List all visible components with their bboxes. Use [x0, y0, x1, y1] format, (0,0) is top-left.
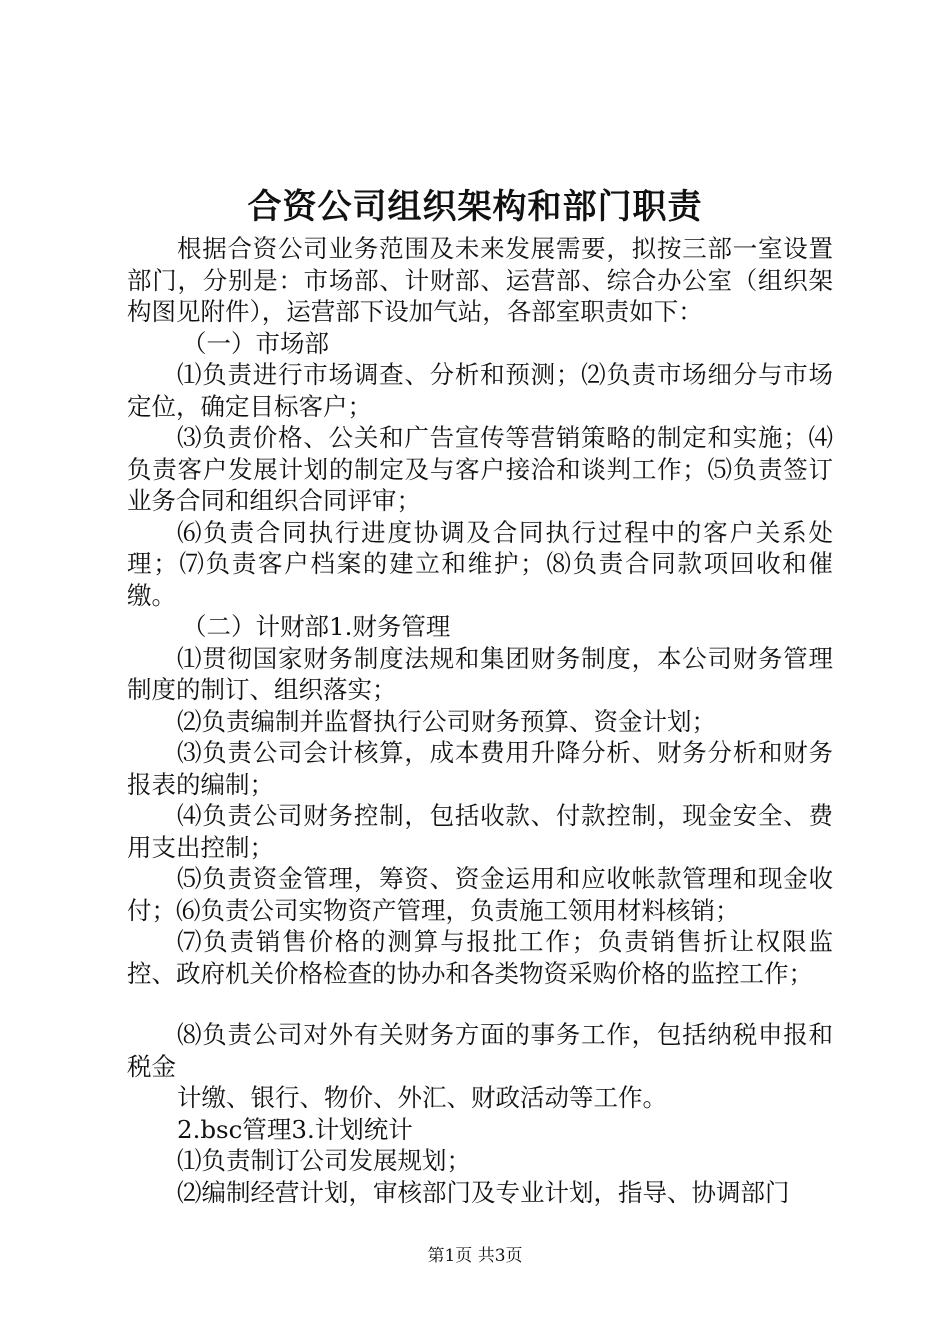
paragraph: ⑴负责制订公司发展规划；	[177, 1146, 471, 1175]
document-title: 合资公司组织架构和部门职责	[247, 187, 703, 227]
section-heading-finance: （二）计财部1.财务管理	[182, 612, 451, 641]
paragraph: ⑴贯彻国家财务制度法规和集团财务制度，本公司财务管理制度的制订、组织落实；	[127, 643, 833, 704]
paragraph: ⑸负责资金管理，筹资、资金运用和应收帐款管理和现金收付；⑹负责公司实物资产管理，负责施工领用材料核销；	[127, 864, 833, 925]
paragraph: ⑶负责公司会计核算，成本费用升降分析、财务分析和财务报表的编制；	[127, 738, 833, 799]
paragraph: ⑻负责公司对外有关财务方面的事务工作，包括纳税申报和税金	[127, 1020, 833, 1081]
paragraph: ⑵编制经营计划，审核部门及专业计划，指导、协调部门	[177, 1177, 790, 1207]
paragraph: ⑷负责公司财务控制，包括收款、付款控制，现金安全、费用支出控制；	[127, 801, 833, 862]
paragraph: ⑺负责销售价格的测算与报批工作；负责销售折让权限监控、政府机关价格检查的协办和各类物资采购价格的监控工作；	[127, 927, 833, 988]
intro-paragraph: 根据合资公司业务范围及未来发展需要，拟按三部一室设置部门，分别是：市场部、计财部、运营部、综合办公室（组织架构图见附件），运营部下设加气站，各部室职责如下：	[127, 234, 833, 326]
section-heading-market: （一）市场部	[182, 328, 329, 358]
paragraph: 计缴、银行、物价、外汇、财政活动等工作。	[177, 1083, 667, 1112]
paragraph: ⑹负责合同执行进度协调及合同执行过程中的客户关系处理；⑺负责客户档案的建立和维护；⑻负责合同款项回收和催缴。	[127, 517, 833, 610]
paragraph: 2.bsc管理3.计划统计	[177, 1114, 413, 1144]
page-number: 第1页 共3页	[427, 1246, 523, 1266]
paragraph: ⑴负责进行市场调查、分析和预测；⑵负责市场细分与市场定位，确定目标客户；	[127, 360, 833, 421]
document-body	[127, 233, 833, 1208]
paragraph: ⑵负责编制并监督执行公司财务预算、资金计划；	[177, 706, 716, 736]
paragraph: ⑶负责价格、公关和广告宣传等营销策略的制定和实施；⑷负责客户发展计划的制定及与客户接洽和谈判工作；⑸负责签订业务合同和组织合同评审；	[127, 423, 833, 515]
